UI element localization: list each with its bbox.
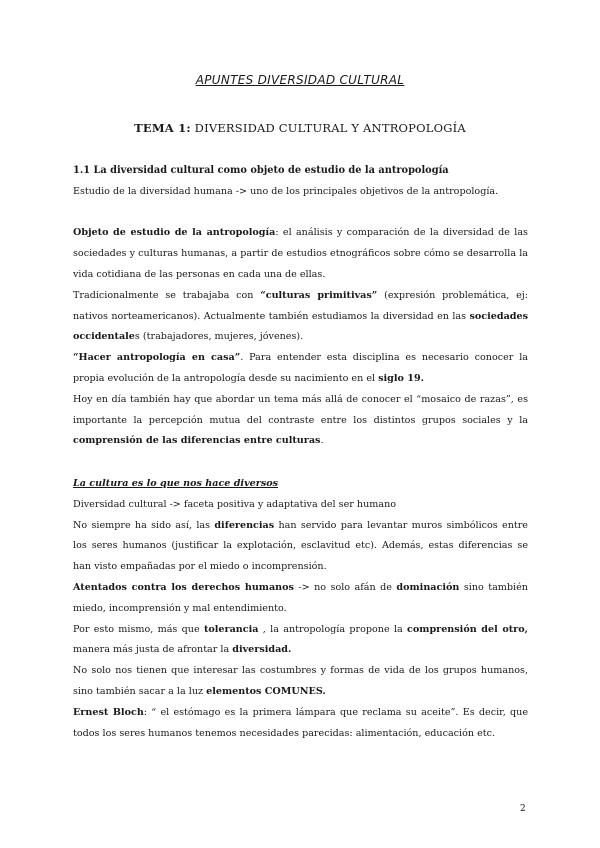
page-number: 2 <box>520 804 526 814</box>
section-2-intro: Diversidad cultural -> faceta positiva y adaptativa del ser humano <box>73 498 397 510</box>
chapter-name: DIVERSIDAD CULTURAL Y ANTROPOLOGÍA <box>190 121 466 135</box>
chapter-title <box>0 121 600 135</box>
section-2-heading: La cultura es lo que nos hace diversos <box>73 478 279 489</box>
paragraph-antropologia-casa: “Hacer antropología en casa”. Para entender esta disciplina es necesario conocer la propia evolución de la antropología desde su nacimiento en el siglo 19. <box>73 352 528 384</box>
section-1-heading: 1.1 La diversidad cultural como objeto de estudio de la antropología <box>73 165 449 176</box>
section-1 <box>73 161 528 452</box>
paragraph-culturas: Tradicionalmente se trabajaba con “culturas primitivas” (expresión problemática, ej: nativos norteamericanos). Actualmente también estudiamos la diversidad en las sociedades occidentales (trabajadores, mujeres, jóvenes). <box>73 289 528 343</box>
paragraph-diferencias: No siempre ha sido así, las diferencias han servido para levantar muros simbólicos entre los seres humanos (justificar la explotación, esclavitud etc). Además, estas diferencias se han visto empañadas por el miedo o incomprensión. <box>73 519 528 573</box>
paragraph-mosaico: Hoy en día también hay que abordar un tema más allá de conocer el “mosaico de razas”, es importante la percepción mutua del contraste entre los distintos grupos sociales y la comprensión de las diferencias entre culturas. <box>73 393 528 447</box>
document-title: APUNTES DIVERSIDAD CULTURAL <box>195 73 405 87</box>
paragraph-comunes: No solo nos tienen que interesar las costumbres y formas de vida de los grupos humanos, sino también sacar a la luz elementos COMUNES. <box>73 665 528 697</box>
section-1-intro: Estudio de la diversidad humana -> uno de los principales objetivos de la antropología. <box>73 185 499 197</box>
paragraph-bloch: Ernest Bloch: “ el estómago es la primera lámpara que reclama su aceite”. Es decir, que todos los seres humanos tenemos necesidades parecidas: alimentación, educación etc. <box>73 706 528 739</box>
chapter-number: TEMA 1: <box>134 121 191 135</box>
paragraph-atentados: Atentados contra los derechos humanos -> no solo afán de dominación sino también miedo, incomprensión y mal entendimiento. <box>73 581 528 614</box>
paragraph-objeto: Objeto de estudio de la antropología: el análisis y comparación de la diversidad de las sociedades y culturas humanas, a partir de estudios etnográficos sobre cómo se desarrolla la vida cotidiana de las personas en cada una de ellas. <box>73 227 528 280</box>
paragraph-tolerancia: Por esto mismo, más que tolerancia , la antropología propone la comprensión del otro, manera más justa de afrontar la diversidad. <box>73 623 528 656</box>
section-2 <box>73 474 528 744</box>
